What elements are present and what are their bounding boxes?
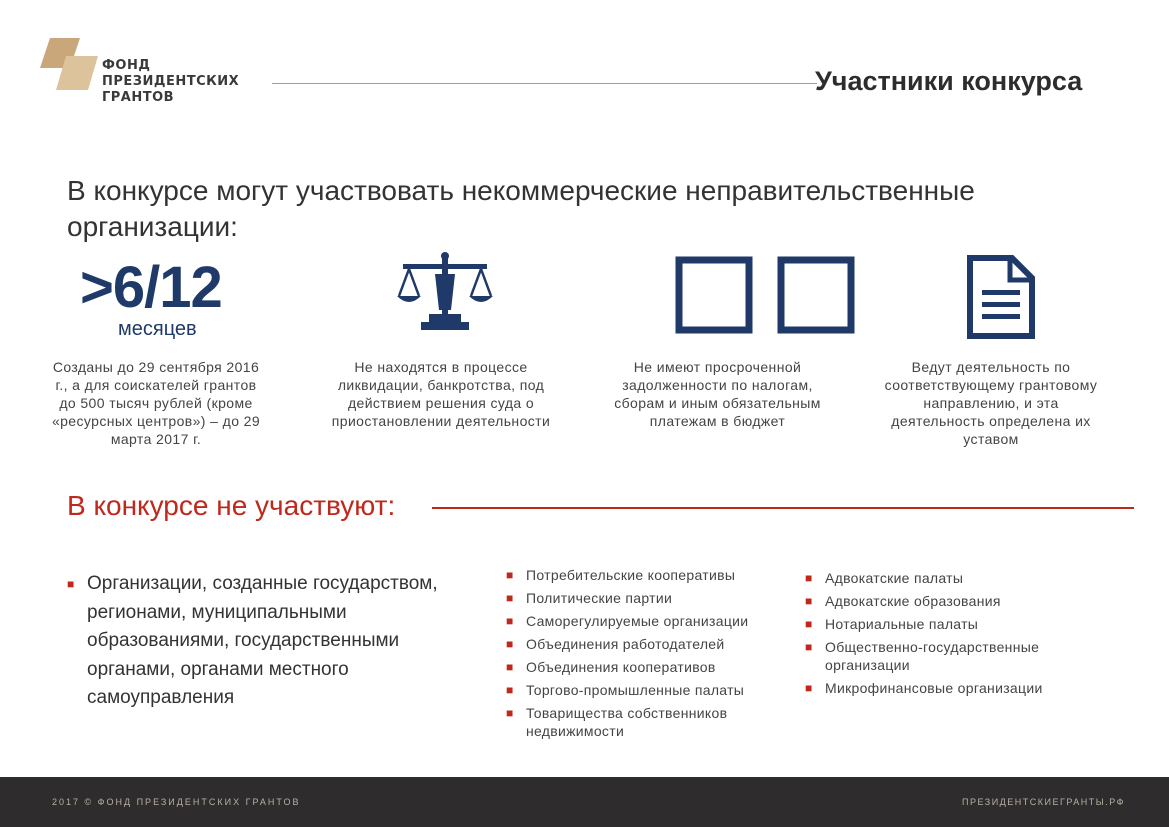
page-title: Участники конкурса — [815, 66, 1083, 96]
list-item — [506, 589, 796, 607]
excluded-main-list — [67, 570, 467, 713]
document-icon — [966, 254, 1036, 340]
bullet-icon: ■ — [506, 568, 514, 582]
bullet-icon: ■ — [805, 594, 813, 608]
list-item-text: Общественно-государственные организации — [825, 639, 1040, 673]
list-item-text: Адвокатские палаты — [825, 570, 964, 586]
header-rule — [272, 83, 817, 84]
excluded-rule — [432, 507, 1134, 509]
logo-line-1: ФОНД — [102, 58, 151, 73]
logo-text — [102, 58, 239, 106]
list-item — [506, 681, 796, 699]
footer-site-link[interactable]: ПРЕЗИДЕНТСКИЕГРАНТЫ.РФ — [962, 797, 1125, 807]
list-item — [506, 658, 796, 676]
bullet-icon: ■ — [506, 683, 514, 697]
list-item — [506, 635, 796, 653]
list-item-text: Микрофинансовые организации — [825, 680, 1043, 696]
bullet-icon: ■ — [805, 640, 813, 654]
bullet-icon: ■ — [67, 577, 75, 591]
bullet-icon: ■ — [805, 617, 813, 631]
scales-icon — [395, 250, 495, 336]
logo-mark-icon — [40, 38, 98, 90]
bullet-icon: ■ — [506, 706, 514, 720]
list-item-text: Потребительские кооперативы — [526, 567, 736, 583]
list-item — [67, 570, 467, 713]
stat-unit: месяцев — [118, 318, 197, 340]
list-item-text: Нотариальные палаты — [825, 616, 979, 632]
bullet-icon: ■ — [506, 637, 514, 651]
bullet-icon: ■ — [805, 681, 813, 695]
list-item — [506, 566, 796, 584]
bullet-icon: ■ — [805, 571, 813, 585]
list-item-text: Товарищества собственников недвижимости — [526, 705, 728, 739]
list-item — [805, 679, 1105, 697]
list-item-text: Саморегулируемые организации — [526, 613, 749, 629]
footer-copyright: 2017 © ФОНД ПРЕЗИДЕНТСКИХ ГРАНТОВ — [52, 797, 301, 807]
list-item-text: Организации, созданные государством, регионами, муниципальными образованиями, государственными органами, органами местного самоуправления — [87, 573, 438, 708]
list-item-text: Объединения кооперативов — [526, 659, 716, 675]
list-item-text: Политические партии — [526, 590, 673, 606]
bullet-icon: ■ — [506, 591, 514, 605]
intro-text: В конкурсе могут участвовать некоммерческие неправительственные организации: — [67, 175, 975, 242]
list-item-text: Торгово-промышленные палаты — [526, 682, 745, 698]
bullet-icon: ■ — [506, 614, 514, 628]
list-item — [805, 615, 1105, 633]
list-item — [805, 638, 1105, 674]
list-item — [506, 612, 796, 630]
criterion-1-text: Созданы до 29 сентября 2016 г., а для соискателей грантов до 500 тысяч рублей (кроме «ресурсных центров») – до 29 марта 2017 г. — [51, 359, 261, 447]
list-item-text: Адвокатские образования — [825, 593, 1001, 609]
bullet-icon: ■ — [506, 660, 514, 674]
criterion-2-text: Не находятся в процессе ликвидации, банкротства, под действием решения суда о приостановлении деятельности — [331, 359, 551, 429]
excluded-middle-list — [506, 566, 796, 745]
criterion-3-text: Не имеют просроченной задолженности по налогам, сборам и иным обязательным платежам в бюджет — [614, 359, 821, 429]
squares-icon — [675, 256, 855, 336]
list-item — [805, 592, 1105, 610]
excluded-title: В конкурсе не участвуют: — [67, 490, 396, 521]
list-item — [506, 704, 796, 740]
criterion-4-text: Ведут деятельность по соответствующему грантовому направлению, и эта деятельность определена их уставом — [884, 359, 1098, 447]
excluded-right-list — [805, 569, 1105, 702]
list-item — [805, 569, 1105, 587]
stat-value: >6/12 — [80, 255, 222, 320]
logo-line-3: ГРАНТОВ — [102, 90, 175, 105]
logo-line-2: ПРЕЗИДЕНТСКИХ — [102, 74, 240, 89]
list-item-text: Объединения работодателей — [526, 636, 725, 652]
